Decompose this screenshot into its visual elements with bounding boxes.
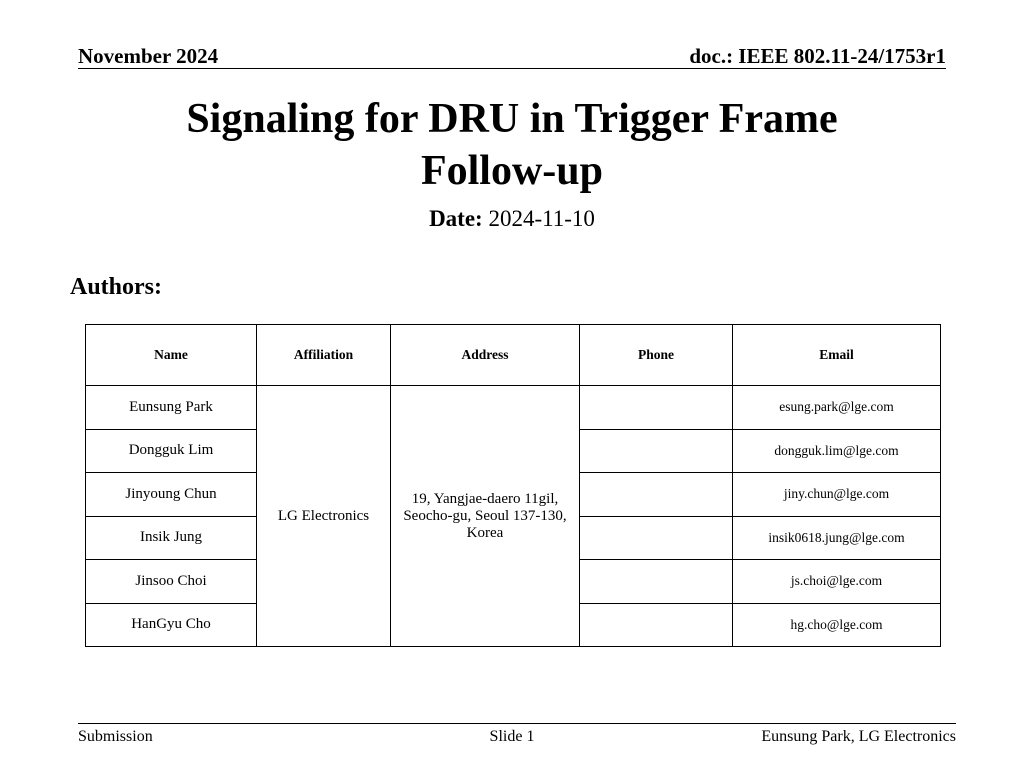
author-phone [580,473,733,517]
author-email: hg.cho@lge.com [733,603,941,647]
title-line-1: Signaling for DRU in Trigger Frame [186,96,838,142]
author-email: jiny.chun@lge.com [733,473,941,517]
date-label: Date: [429,206,483,231]
author-phone [580,603,733,647]
footer-submission: Submission [78,728,153,745]
author-phone [580,560,733,604]
author-name: HanGyu Cho [86,603,257,647]
col-header-email: Email [733,325,941,386]
author-phone [580,516,733,560]
author-name: Jinyoung Chun [86,473,257,517]
authors-heading: Authors: [70,274,163,300]
col-header-affiliation: Affiliation [257,325,391,386]
table-row [86,386,941,430]
author-email: insik0618.jung@lge.com [733,516,941,560]
title-line-2: Follow-up [420,148,604,194]
footer-divider [78,723,956,724]
table-header-row [86,325,941,386]
affiliation-cell: LG Electronics [257,386,391,647]
address-text: 19, Yangjae-daero 11gil, Seocho-gu, Seoul 137-130, Korea [403,490,567,541]
header-divider [78,68,946,69]
author-name: Jinsoo Choi [86,560,257,604]
footer-author: Eunsung Park, LG Electronics [761,728,956,745]
header-date: November 2024 [78,44,219,68]
author-email: js.choi@lge.com [733,560,941,604]
address-cell [391,386,580,647]
col-header-address: Address [391,325,580,386]
author-phone [580,386,733,430]
author-name: Dongguk Lim [86,429,257,473]
col-header-name: Name [86,325,257,386]
date-line [0,206,1024,232]
author-name: Eunsung Park [86,386,257,430]
author-name: Insik Jung [86,516,257,560]
header-doc-id: doc.: IEEE 802.11-24/1753r1 [689,44,946,68]
slide-title [0,93,1024,197]
author-email: esung.park@lge.com [733,386,941,430]
date-value: 2024-11-10 [488,206,595,231]
footer-slide-number: Slide 1 [489,728,535,745]
col-header-phone: Phone [580,325,733,386]
author-phone [580,429,733,473]
authors-table [85,324,941,647]
author-email: dongguk.lim@lge.com [733,429,941,473]
